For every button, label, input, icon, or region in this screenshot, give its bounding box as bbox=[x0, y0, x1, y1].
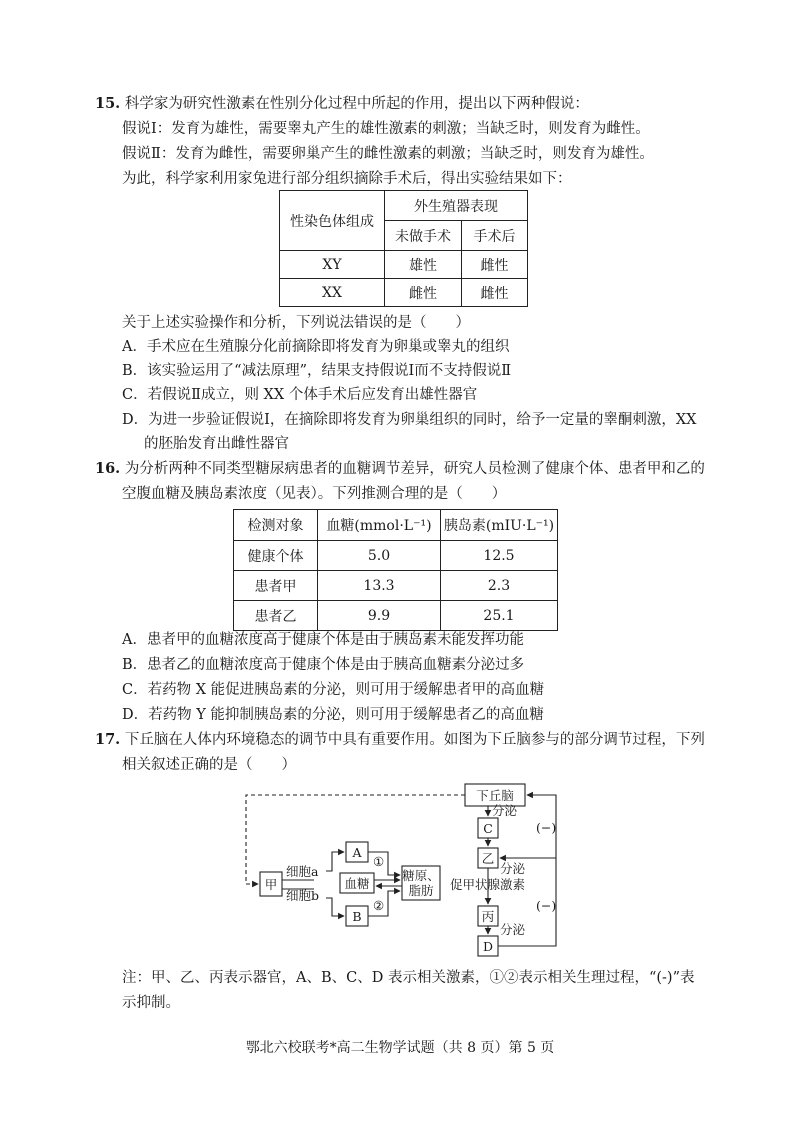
diagram-note-continued: 示抑制。 bbox=[122, 995, 180, 1011]
table-cell: 雄性 bbox=[385, 251, 462, 279]
option-d: D．为进一步验证假说Ⅰ，在摘除即将发育为卵巢组织的同时，给予一定量的睾酮刺激，XX bbox=[122, 412, 697, 428]
header-blood-sugar: 血糖(mmol·L⁻¹) bbox=[318, 510, 441, 541]
table-cell: 患者乙 bbox=[234, 601, 318, 631]
process-1-label: ① bbox=[373, 854, 385, 869]
question-16-stem bbox=[95, 459, 705, 479]
process-2-label: ② bbox=[373, 898, 385, 913]
option-a: A．患者甲的血糖浓度高于健康个体是由于胰岛素未能发挥功能 bbox=[122, 632, 524, 648]
hypothalamus-label: 下丘脑 bbox=[476, 788, 514, 803]
cell-a-to-a-arrow bbox=[326, 852, 344, 871]
inhibit-label: (−) bbox=[536, 820, 557, 835]
table-cell: XX bbox=[280, 279, 385, 307]
hormone-a-label: A bbox=[352, 845, 362, 860]
option-b: B．患者乙的血糖浓度高于健康个体是由于胰高血糖素分泌过多 bbox=[122, 657, 525, 673]
secrete-label: 分泌 bbox=[492, 803, 518, 818]
option-c: C．若假说Ⅱ成立，则 XX 个体手术后应发育出雄性器官 bbox=[122, 387, 478, 403]
header-chromosome: 性染色体组成 bbox=[280, 191, 385, 251]
question-number: 17. bbox=[95, 731, 121, 748]
organ-bing-label: 丙 bbox=[481, 909, 495, 924]
secrete-label: 分泌 bbox=[500, 861, 526, 876]
table-cell: 5.0 bbox=[318, 541, 441, 571]
blood-sugar-table bbox=[233, 509, 558, 631]
stem-text: 科学家为研究性激素在性别分化过程中所起的作用，提出以下两种假说： bbox=[124, 96, 589, 112]
option-a: A．手术应在生殖腺分化前摘除即将发育为卵巢或睾丸的组织 bbox=[122, 339, 510, 355]
question-15-stem bbox=[95, 94, 589, 114]
hypothesis-1: 假说Ⅰ：发育为雄性，需要睾丸产生的雄性激素的刺激；当缺乏时，则发育为雌性。 bbox=[122, 121, 650, 137]
table-cell: 9.9 bbox=[318, 601, 441, 631]
header-insulin: 胰岛素(mIU·L⁻¹) bbox=[441, 510, 558, 541]
question-number: 15. bbox=[95, 95, 121, 112]
option-d-continued: 的胚胎发育出雌性器官 bbox=[144, 436, 289, 452]
diagram-note: 注：甲、乙、丙表示器官，A、B、C、D 表示相关激素，①②表示相关生理过程，“(-)”表 bbox=[122, 970, 695, 986]
cell-b-to-b-arrow bbox=[326, 898, 344, 916]
table-cell: XY bbox=[280, 251, 385, 279]
question-17-stem bbox=[95, 730, 705, 750]
header-external-genitalia: 外生殖器表现 bbox=[385, 191, 528, 221]
experiment-intro: 为此，科学家利用家兔进行部分组织摘除手术后，得出实验结果如下： bbox=[122, 171, 572, 187]
option-b: B．该实验运用了“减法原理”，结果支持假说Ⅰ而不支持假说Ⅱ bbox=[122, 363, 512, 379]
page-footer: 鄂北六校联考*高二生物学试题（共 8 页）第 5 页 bbox=[245, 1040, 555, 1056]
header-after-surgery: 手术后 bbox=[462, 221, 528, 251]
question-17-stem-continued: 相关叙述正确的是（ ） bbox=[122, 757, 296, 773]
table-cell: 患者甲 bbox=[234, 571, 318, 601]
option-d: D．若药物 Y 能抑制胰岛素的分泌，则可用于缓解患者乙的高血糖 bbox=[122, 707, 544, 723]
stem-text: 为分析两种不同类型糖尿病患者的血糖调节差异，研究人员检测了健康个体、患者甲和乙的 bbox=[124, 461, 705, 477]
rabbit-result-table bbox=[279, 190, 528, 307]
organ-jia-label: 甲 bbox=[264, 877, 278, 892]
inhibit-label: (−) bbox=[536, 898, 557, 913]
table-cell: 雌性 bbox=[385, 279, 462, 307]
question-15-prompt: 关于上述实验操作和分析，下列说法错误的是（ ） bbox=[122, 315, 470, 331]
header-subject: 检测对象 bbox=[234, 510, 318, 541]
cell-b-label: 细胞b bbox=[286, 888, 320, 903]
glycogen-label: 糖原、 bbox=[402, 868, 440, 883]
table-cell: 25.1 bbox=[441, 601, 558, 631]
fat-label: 脂肪 bbox=[408, 883, 434, 898]
table-cell: 雌性 bbox=[462, 251, 528, 279]
table-cell: 13.3 bbox=[318, 571, 441, 601]
cell-a-label: 细胞a bbox=[286, 864, 319, 879]
blood-sugar-label: 血糖 bbox=[344, 876, 370, 891]
question-number: 16. bbox=[95, 460, 121, 477]
table-cell: 2.3 bbox=[441, 571, 558, 601]
header-no-surgery: 未做手术 bbox=[385, 221, 462, 251]
table-cell: 健康个体 bbox=[234, 541, 318, 571]
hypothesis-2: 假说Ⅱ：发育为雌性，需要卵巢产生的雌性激素的刺激；当缺乏时，则发育为雄性。 bbox=[122, 146, 654, 162]
hormone-c-label: C bbox=[483, 821, 493, 836]
option-c: C．若药物 X 能促进胰岛素的分泌，则可用于缓解患者甲的高血糖 bbox=[122, 682, 545, 698]
secrete-label: 分泌 bbox=[500, 922, 526, 937]
table-cell: 雌性 bbox=[462, 279, 528, 307]
organ-yi-label: 乙 bbox=[481, 851, 495, 866]
tsh-label: 促甲状腺激素 bbox=[450, 877, 526, 892]
hormone-d-label: D bbox=[482, 939, 494, 954]
table-cell: 12.5 bbox=[441, 541, 558, 571]
hypothalamus-regulation-diagram bbox=[236, 776, 576, 962]
hormone-b-label: B bbox=[352, 909, 362, 924]
question-16-stem-continued: 空腹血糖及胰岛素浓度（见表）。下列推测合理的是（ ） bbox=[122, 486, 507, 502]
stem-text: 下丘脑在人体内环境稳态的调节中具有重要作用。如图为下丘脑参与的部分调节过程，下列 bbox=[124, 732, 705, 748]
